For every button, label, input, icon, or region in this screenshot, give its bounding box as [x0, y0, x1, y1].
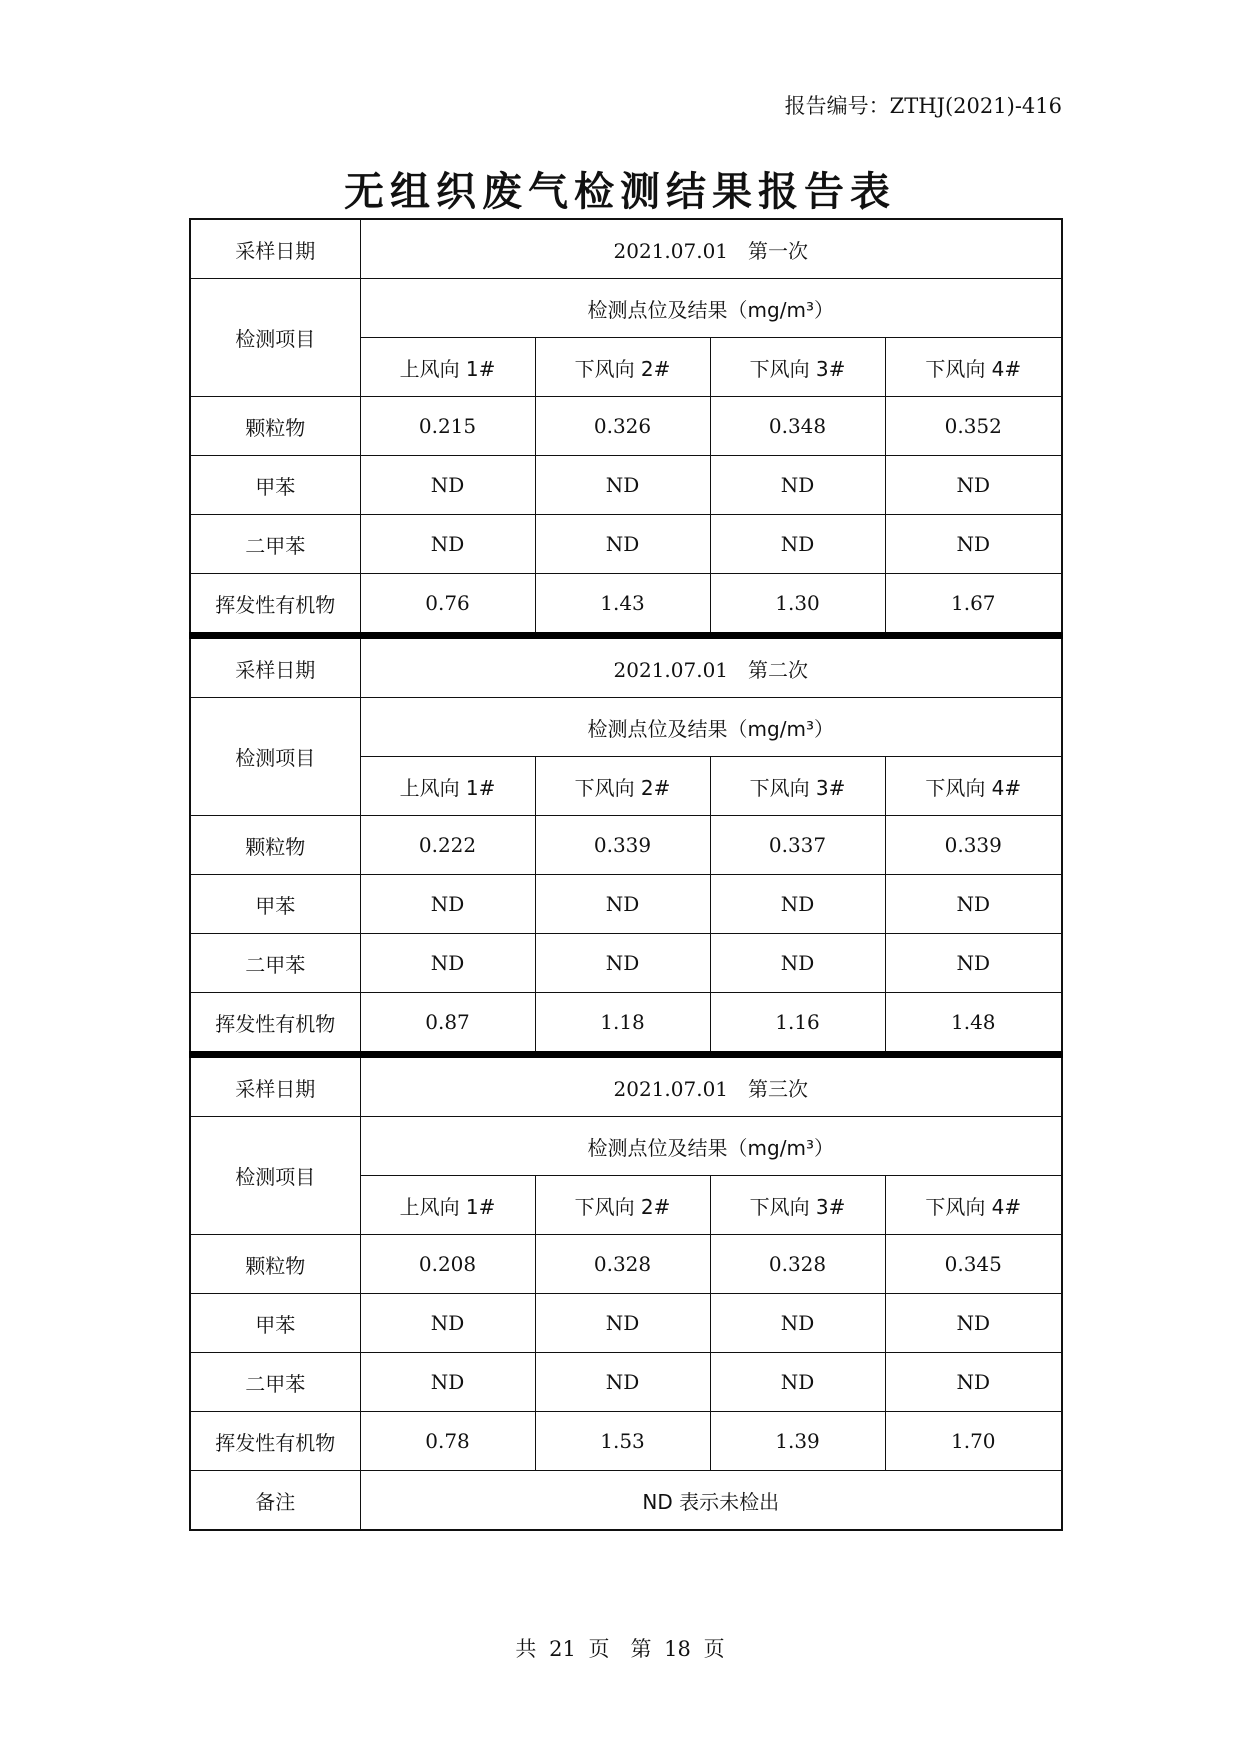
result-header: 检测点位及结果（mg/m³） — [360, 279, 1062, 338]
point-header: 下风向 2# — [535, 338, 710, 397]
result-header-row — [190, 698, 1062, 757]
point-header: 下风向 4# — [885, 757, 1062, 816]
point-header: 下风向 2# — [535, 757, 710, 816]
sampling-date-row — [190, 1055, 1062, 1117]
result-value: 1.67 — [885, 574, 1062, 636]
result-value: ND — [535, 515, 710, 574]
table-row — [190, 1235, 1062, 1294]
table-row — [190, 875, 1062, 934]
sampling-date-row — [190, 636, 1062, 698]
result-value: ND — [710, 456, 885, 515]
item-name: 甲苯 — [190, 875, 360, 934]
table-row — [190, 816, 1062, 875]
test-item-label: 检测项目 — [190, 698, 360, 816]
result-value: 1.16 — [710, 993, 885, 1055]
result-value: 0.348 — [710, 397, 885, 456]
item-name: 二甲苯 — [190, 1353, 360, 1412]
result-value: ND — [535, 1353, 710, 1412]
result-value: ND — [535, 934, 710, 993]
item-name: 颗粒物 — [190, 397, 360, 456]
point-header: 下风向 3# — [710, 1176, 885, 1235]
table-row — [190, 993, 1062, 1055]
result-value: ND — [710, 515, 885, 574]
report-number: 报告编号：ZTHJ(2021)-416 — [784, 94, 1062, 118]
item-name: 二甲苯 — [190, 934, 360, 993]
result-value: 0.78 — [360, 1412, 535, 1471]
table-row — [190, 1353, 1062, 1412]
result-value: 0.76 — [360, 574, 535, 636]
table-row — [190, 574, 1062, 636]
sampling-date-row — [190, 219, 1062, 279]
result-value: 0.337 — [710, 816, 885, 875]
point-header: 上风向 1# — [360, 757, 535, 816]
result-value: ND — [885, 1353, 1062, 1412]
result-value: ND — [535, 1294, 710, 1353]
result-value: 1.48 — [885, 993, 1062, 1055]
result-value: ND — [885, 456, 1062, 515]
result-value: ND — [885, 515, 1062, 574]
sampling-date-label: 采样日期 — [190, 1055, 360, 1117]
result-header-row — [190, 279, 1062, 338]
result-value: ND — [710, 1294, 885, 1353]
sampling-date-value: 2021.07.01 第二次 — [360, 636, 1062, 698]
result-value: 0.328 — [535, 1235, 710, 1294]
page-footer: 共 21 页 第 18 页 — [515, 1637, 725, 1661]
result-value: ND — [360, 1294, 535, 1353]
results-table — [189, 218, 1063, 1531]
item-name: 颗粒物 — [190, 816, 360, 875]
remark-row — [190, 1471, 1062, 1531]
point-header: 下风向 3# — [710, 338, 885, 397]
page-title: 无组织废气检测结果报告表 — [344, 169, 896, 215]
remark-label: 备注 — [190, 1471, 360, 1531]
item-name: 挥发性有机物 — [190, 574, 360, 636]
result-value: 0.352 — [885, 397, 1062, 456]
result-header: 检测点位及结果（mg/m³） — [360, 698, 1062, 757]
point-header: 上风向 1# — [360, 338, 535, 397]
result-value: 0.208 — [360, 1235, 535, 1294]
result-value: 0.328 — [710, 1235, 885, 1294]
sampling-date-value: 2021.07.01 第一次 — [360, 219, 1062, 279]
result-value: ND — [710, 875, 885, 934]
result-value: ND — [360, 934, 535, 993]
result-value: ND — [360, 515, 535, 574]
item-name: 二甲苯 — [190, 515, 360, 574]
table-row — [190, 1412, 1062, 1471]
item-name: 甲苯 — [190, 1294, 360, 1353]
item-name: 颗粒物 — [190, 1235, 360, 1294]
result-value: ND — [360, 1353, 535, 1412]
result-value: ND — [885, 1294, 1062, 1353]
result-value: 0.87 — [360, 993, 535, 1055]
result-value: 1.70 — [885, 1412, 1062, 1471]
result-value: ND — [535, 456, 710, 515]
result-value: ND — [535, 875, 710, 934]
remark-text: ND 表示未检出 — [360, 1471, 1062, 1531]
result-value: ND — [710, 934, 885, 993]
result-value: 0.345 — [885, 1235, 1062, 1294]
test-item-label: 检测项目 — [190, 279, 360, 397]
sampling-date-label: 采样日期 — [190, 636, 360, 698]
result-value: ND — [360, 456, 535, 515]
table-row — [190, 934, 1062, 993]
sampling-date-label: 采样日期 — [190, 219, 360, 279]
point-header: 下风向 3# — [710, 757, 885, 816]
result-header: 检测点位及结果（mg/m³） — [360, 1117, 1062, 1176]
result-value: 0.222 — [360, 816, 535, 875]
test-item-label: 检测项目 — [190, 1117, 360, 1235]
result-value: 1.53 — [535, 1412, 710, 1471]
table-row — [190, 1294, 1062, 1353]
result-value: 1.39 — [710, 1412, 885, 1471]
item-name: 甲苯 — [190, 456, 360, 515]
result-value: 0.215 — [360, 397, 535, 456]
result-value: 0.339 — [885, 816, 1062, 875]
point-header: 下风向 4# — [885, 1176, 1062, 1235]
point-header: 上风向 1# — [360, 1176, 535, 1235]
result-value: 1.30 — [710, 574, 885, 636]
item-name: 挥发性有机物 — [190, 1412, 360, 1471]
result-value: ND — [360, 875, 535, 934]
result-header-row — [190, 1117, 1062, 1176]
sampling-date-value: 2021.07.01 第三次 — [360, 1055, 1062, 1117]
result-value: 0.326 — [535, 397, 710, 456]
point-header: 下风向 2# — [535, 1176, 710, 1235]
table-row — [190, 456, 1062, 515]
item-name: 挥发性有机物 — [190, 993, 360, 1055]
result-value: ND — [885, 875, 1062, 934]
result-value: 0.339 — [535, 816, 710, 875]
result-value: 1.18 — [535, 993, 710, 1055]
point-header: 下风向 4# — [885, 338, 1062, 397]
result-value: ND — [710, 1353, 885, 1412]
table-row — [190, 515, 1062, 574]
table-row — [190, 397, 1062, 456]
result-value: 1.43 — [535, 574, 710, 636]
result-value: ND — [885, 934, 1062, 993]
